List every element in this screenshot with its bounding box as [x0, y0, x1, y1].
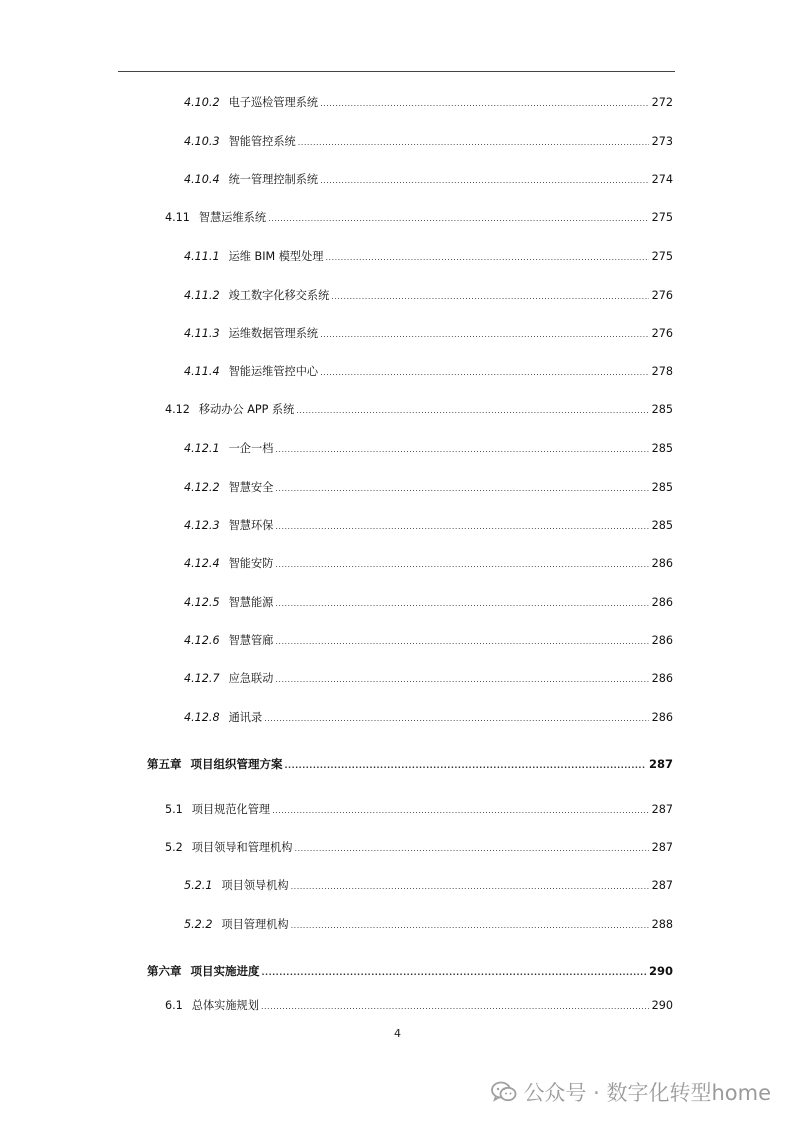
toc-entry-number: 4.12.6	[184, 634, 220, 647]
toc-entry-number: 第六章	[147, 964, 182, 978]
toc-entry-number: 4.11.3	[184, 327, 220, 340]
dot-leader	[285, 758, 646, 774]
toc-entry-title: 项目规范化管理	[191, 803, 271, 816]
dot-leader	[325, 250, 648, 266]
toc-entry[interactable]	[184, 95, 673, 111]
toc-entry-number: 4.12.1	[184, 442, 220, 455]
dot-leader	[262, 965, 646, 981]
toc-entry[interactable]	[184, 917, 673, 933]
dot-leader	[268, 211, 649, 227]
toc-entry-title: 项目管理机构	[221, 918, 289, 931]
toc-entry-page: 278	[651, 365, 673, 378]
toc-entry-title: 项目领导机构	[221, 879, 289, 892]
toc-entry-page: 275	[651, 250, 673, 263]
toc-entry[interactable]	[184, 878, 673, 894]
toc-entry-number: 4.11	[165, 211, 190, 224]
toc-entry-number: 4.12.2	[184, 481, 220, 494]
toc-entry-page: 285	[651, 481, 673, 494]
toc-entry[interactable]	[184, 134, 673, 150]
toc-entry-title: 运维 BIM 模型处理	[228, 250, 324, 263]
toc-entry-page: 287	[651, 803, 673, 816]
toc-entry[interactable]	[184, 288, 673, 304]
dot-leader	[261, 999, 649, 1015]
toc-entry-page: 276	[651, 289, 673, 302]
dot-leader	[275, 596, 648, 612]
toc-entry-title: 应急联动	[228, 672, 274, 685]
toc-entry-page: 274	[651, 173, 673, 186]
toc-entry-number: 4.10.3	[184, 135, 220, 148]
toc-entry-page: 285	[651, 403, 673, 416]
toc-entry[interactable]	[184, 633, 673, 649]
toc-entry-title: 智能运维管控中心	[228, 365, 319, 378]
toc-entry-page: 286	[651, 557, 673, 570]
toc-entry-page: 272	[651, 96, 673, 109]
toc-entry-page: 273	[651, 135, 673, 148]
toc-entry[interactable]	[184, 671, 673, 687]
dot-leader	[320, 173, 649, 189]
watermark	[491, 1078, 771, 1106]
toc-entry[interactable]	[165, 802, 673, 818]
dot-leader	[291, 879, 649, 895]
toc-entry-title: 项目实施进度	[190, 964, 260, 978]
toc-entry-page: 286	[651, 634, 673, 647]
toc-entry[interactable]	[184, 249, 673, 265]
toc-entry-title: 通讯录	[228, 711, 263, 724]
dot-leader	[264, 711, 648, 727]
toc-entry-title: 项目组织管理方案	[190, 757, 283, 771]
toc-entry[interactable]	[165, 998, 673, 1014]
toc-entry-number: 4.10.4	[184, 173, 220, 186]
toc-entry[interactable]	[165, 210, 673, 226]
toc-entry-title: 移动办公 APP 系统	[198, 403, 295, 416]
toc-entry-title: 智能安防	[228, 557, 274, 570]
toc-entry-number: 4.11.4	[184, 365, 220, 378]
toc-entry-title: 电子巡检管理系统	[228, 96, 319, 109]
toc-entry-number: 4.10.2	[184, 96, 220, 109]
toc-entry-title: 智能管控系统	[228, 135, 296, 148]
toc-entry-page: 285	[651, 442, 673, 455]
dot-leader	[298, 135, 649, 151]
toc-entry-title: 竣工数字化移交系统	[228, 289, 330, 302]
dot-leader	[295, 841, 649, 857]
toc-entry-page: 287	[651, 841, 673, 854]
toc-entry-page: 290	[651, 999, 673, 1012]
header-rule	[118, 71, 675, 72]
toc-entry-page: 276	[651, 327, 673, 340]
toc-entry-page: 286	[651, 596, 673, 609]
dot-leader	[320, 327, 649, 343]
watermark-text: 公众号 · 数字化转型home	[523, 1081, 771, 1105]
toc-entry-title: 一企一档	[228, 442, 274, 455]
dot-leader	[331, 289, 648, 305]
dot-leader	[296, 403, 648, 419]
dot-leader	[275, 634, 648, 650]
toc-entry[interactable]	[165, 402, 673, 418]
toc-entry-number: 4.12.4	[184, 557, 220, 570]
toc-chapter-entry[interactable]	[147, 756, 673, 772]
toc-entry-number: 4.12.5	[184, 596, 220, 609]
toc-entry[interactable]	[184, 364, 673, 380]
wechat-icon	[491, 1081, 517, 1103]
toc-entry-number: 第五章	[147, 757, 182, 771]
dot-leader	[320, 96, 649, 112]
toc-entry-title: 智慧环保	[228, 519, 274, 532]
toc-entry-page: 287	[648, 757, 673, 771]
toc-entry[interactable]	[165, 840, 673, 856]
toc-entry-number: 4.11.1	[184, 250, 220, 263]
toc-entry-title: 项目领导和管理机构	[191, 841, 293, 854]
dot-leader	[275, 557, 648, 573]
toc-entry-number: 4.12.3	[184, 519, 220, 532]
toc-entry-title: 智慧运维系统	[198, 211, 267, 224]
toc-entry-title: 统一管理控制系统	[228, 173, 319, 186]
toc-entry-number: 4.12	[165, 403, 190, 416]
dot-leader	[275, 672, 648, 688]
toc-entry-number: 5.2.1	[184, 879, 213, 892]
toc-entry-number: 4.12.7	[184, 672, 220, 685]
toc-entry-page: 290	[648, 964, 673, 978]
toc-entry[interactable]	[184, 441, 673, 457]
toc-entry[interactable]	[184, 480, 673, 496]
toc-entry-page: 287	[651, 879, 673, 892]
toc-chapter-entry[interactable]	[147, 963, 673, 979]
toc-entry-number: 5.1	[165, 803, 183, 816]
dot-leader	[275, 442, 648, 458]
toc-entry[interactable]	[184, 326, 673, 342]
page-number: 4	[394, 1027, 401, 1040]
toc-entry-number: 4.12.8	[184, 711, 220, 724]
dot-leader	[275, 519, 648, 535]
dot-leader	[272, 803, 649, 819]
dot-leader	[291, 918, 649, 934]
toc-entry[interactable]	[184, 518, 673, 534]
toc-entry-title: 总体实施规划	[191, 999, 259, 1012]
toc-entry-page: 285	[651, 519, 673, 532]
toc-entry-number: 4.11.2	[184, 289, 220, 302]
dot-leader	[320, 365, 649, 381]
dot-leader	[275, 481, 648, 497]
toc-entry[interactable]	[184, 556, 673, 572]
toc-entry[interactable]	[184, 595, 673, 611]
toc-entry-number: 6.1	[165, 999, 183, 1012]
toc-entry-number: 5.2	[165, 841, 183, 854]
toc-entry[interactable]	[184, 172, 673, 188]
toc-entry[interactable]	[184, 710, 673, 726]
toc-entry-title: 智慧安全	[228, 481, 274, 494]
toc-entry-title: 智慧能源	[228, 596, 274, 609]
toc-entry-title: 运维数据管理系统	[228, 327, 319, 340]
toc-entry-page: 275	[651, 211, 673, 224]
toc-entry-number: 5.2.2	[184, 918, 213, 931]
toc-entry-title: 智慧管廊	[228, 634, 274, 647]
toc-entry-page: 286	[651, 711, 673, 724]
toc-entry-page: 286	[651, 672, 673, 685]
toc-entry-page: 288	[651, 918, 673, 931]
